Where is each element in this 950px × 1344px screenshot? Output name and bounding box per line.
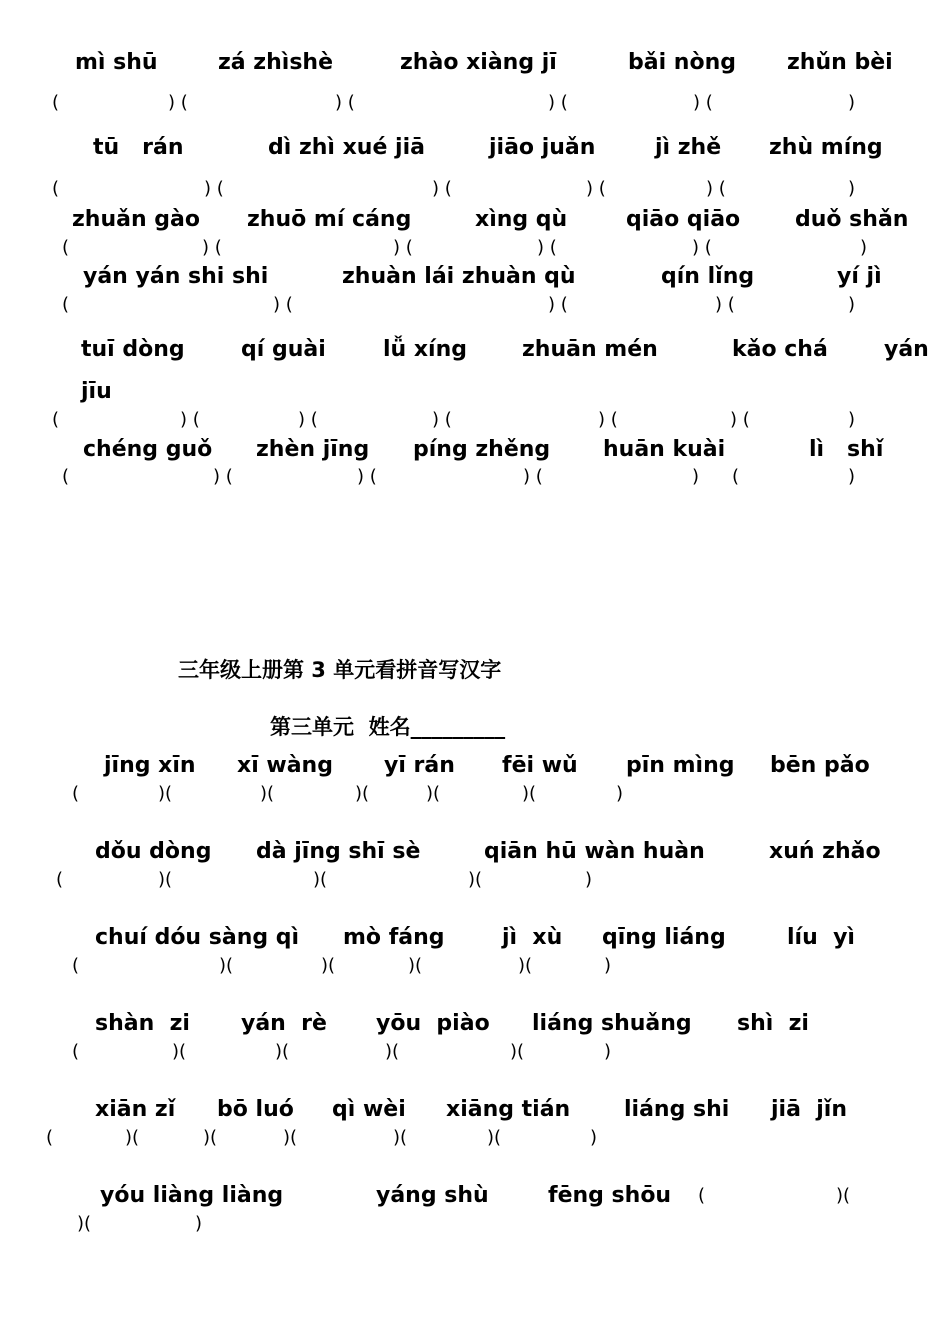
pinyin-word: tū rán [93, 135, 184, 160]
answer-blank[interactable]: ) [604, 1041, 612, 1062]
answer-blank[interactable]: )( [125, 1127, 140, 1148]
answer-blank[interactable]: ) [860, 237, 868, 258]
answer-blank[interactable]: ) ( [204, 178, 224, 199]
pinyin-word: chéng guǒ [83, 437, 213, 462]
pinyin-word: xiān zǐ [95, 1097, 176, 1122]
answer-blank[interactable]: )( [393, 1127, 408, 1148]
pinyin-word: xiāng tián [446, 1097, 571, 1122]
answer-blank[interactable]: )( [518, 955, 533, 976]
answer-blank[interactable]: )( [219, 955, 234, 976]
pinyin-word: qí guài [241, 337, 326, 362]
pinyin-word: zá zhìshè [218, 50, 333, 75]
answer-blank[interactable]: ) ( [715, 294, 735, 315]
pinyin-word: liáng shuǎng [532, 1011, 692, 1036]
answer-blank[interactable]: )( [408, 955, 423, 976]
answer-row [0, 466, 950, 496]
answer-blank[interactable]: ( [62, 466, 70, 487]
pinyin-word: líu yì [787, 925, 855, 950]
pinyin-word: chuí dóu sàng qì [95, 925, 300, 950]
answer-blank[interactable]: ) [848, 409, 856, 430]
answer-blank[interactable]: )( [522, 783, 537, 804]
pinyin-word: pīn mìng [626, 753, 735, 778]
pinyin-word: jiā jǐn [771, 1097, 847, 1122]
pinyin-word: jīu [81, 379, 112, 404]
answer-blank[interactable]: ) ( [298, 409, 318, 430]
answer-row [0, 1127, 950, 1157]
pinyin-row [0, 1181, 950, 1211]
pinyin-word: jīng xīn [104, 753, 196, 778]
answer-blank[interactable]: )( [158, 869, 173, 890]
pinyin-word: qín lǐng [661, 264, 755, 289]
answer-blank[interactable]: ) [616, 783, 624, 804]
pinyin-word: yáng shù [376, 1183, 489, 1208]
answer-blank[interactable]: ) ( [598, 409, 618, 430]
answer-blank[interactable]: ) ( [168, 92, 188, 113]
pinyin-row [0, 923, 950, 953]
answer-blank[interactable]: ) ( [213, 466, 233, 487]
pinyin-word: zhào xiàng jī [400, 50, 557, 75]
answer-blank[interactable]: ) ( [432, 409, 452, 430]
pinyin-word: lǚ xíng [383, 337, 468, 362]
pinyin-row [0, 133, 950, 163]
answer-blank[interactable]: )( [275, 1041, 290, 1062]
pinyin-word: zhuàn lái zhuàn qù [342, 264, 576, 289]
pinyin-word: jiāo juǎn [489, 135, 596, 160]
answer-blank[interactable]: ( [732, 466, 740, 487]
pinyin-word: huān kuài [603, 437, 726, 462]
answer-blank[interactable]: ) ( [393, 237, 413, 258]
answer-blank[interactable]: ) [195, 1213, 203, 1234]
pinyin-word: bēn pǎo [770, 753, 870, 778]
pinyin-word: shì zi [737, 1011, 809, 1036]
answer-blank[interactable]: )( [426, 783, 441, 804]
answer-blank[interactable]: ) [692, 466, 700, 487]
pinyin-word: yōu piào [376, 1011, 490, 1036]
pinyin-word: xuń zhǎo [769, 839, 881, 864]
pinyin-word: bǎi nòng [628, 50, 736, 75]
pinyin-word: dǒu dòng [95, 839, 212, 864]
pinyin-row [0, 837, 950, 867]
answer-blank[interactable]: ) [848, 294, 856, 315]
answer-blank[interactable]: ) ( [357, 466, 377, 487]
pinyin-row [0, 751, 950, 781]
answer-row [0, 869, 950, 899]
pinyin-word: píng zhěng [413, 437, 551, 462]
answer-row [0, 92, 950, 122]
answer-blank[interactable]: ) [590, 1127, 598, 1148]
answer-blank[interactable]: )( [510, 1041, 525, 1062]
pinyin-word: shàn zi [95, 1011, 190, 1036]
pinyin-row [0, 205, 950, 235]
pinyin-word: yí jì [837, 264, 882, 289]
answer-blank[interactable]: ) ( [730, 409, 750, 430]
answer-blank[interactable]: )( [385, 1041, 400, 1062]
pinyin-word: zhuǎn gào [72, 207, 201, 232]
pinyin-word: duǒ shǎn [795, 207, 909, 232]
answer-blank[interactable]: ) ( [273, 294, 293, 315]
answer-row [0, 1041, 950, 1071]
answer-blank[interactable]: )( [158, 783, 173, 804]
pinyin-word: jì zhě [655, 135, 722, 160]
pinyin-word: qiān hū wàn huàn [484, 839, 705, 864]
answer-blank[interactable]: )( [203, 1127, 218, 1148]
answer-blank[interactable]: ) [604, 955, 612, 976]
answer-blank[interactable]: ) ( [548, 294, 568, 315]
answer-blank[interactable]: )( [313, 869, 328, 890]
pinyin-row [0, 1095, 950, 1125]
pinyin-row [0, 48, 950, 78]
pinyin-word: lì shǐ [809, 437, 884, 462]
pinyin-word: xìng qù [475, 207, 568, 232]
pinyin-word: dà jīng shī sè [256, 839, 421, 864]
pinyin-word: fēng shōu [548, 1183, 672, 1208]
answer-blank[interactable]: )( [468, 869, 483, 890]
pinyin-word: zhǔn bèi [787, 50, 893, 75]
answer-blank[interactable]: ) ( [548, 92, 568, 113]
answer-blank[interactable]: ) ( [180, 409, 200, 430]
worksheet-subtitle: 第三单元 姓名_________ [270, 715, 506, 739]
answer-blank[interactable]: )( [355, 783, 370, 804]
answer-blank[interactable]: ( [62, 294, 70, 315]
pinyin-word: zhù míng [769, 135, 883, 160]
answer-row [0, 294, 950, 324]
pinyin-word: xī wàng [237, 753, 333, 778]
answer-blank[interactable]: ( [62, 237, 70, 258]
answer-row [0, 1213, 950, 1243]
answer-blank[interactable]: ) ( [202, 237, 222, 258]
answer-blank[interactable]: ( [698, 1185, 706, 1206]
answer-blank[interactable]: )( [77, 1213, 92, 1234]
pinyin-row [0, 435, 950, 465]
pinyin-word: bō luó [217, 1097, 294, 1122]
answer-blank[interactable]: ) ( [692, 237, 712, 258]
answer-blank[interactable]: )( [836, 1185, 851, 1206]
answer-blank[interactable]: ) ( [693, 92, 713, 113]
answer-blank[interactable]: ) ( [537, 237, 557, 258]
pinyin-word: mò fáng [343, 925, 445, 950]
answer-blank[interactable]: ( [72, 1041, 80, 1062]
answer-blank[interactable]: )( [260, 783, 275, 804]
pinyin-word: yán yán shi shi [83, 264, 269, 289]
pinyin-word: qiāo qiāo [626, 207, 741, 232]
answer-blank[interactable]: ) [585, 869, 593, 890]
pinyin-row [0, 262, 950, 292]
answer-blank[interactable]: ( [56, 869, 64, 890]
answer-blank[interactable]: ) ( [432, 178, 452, 199]
pinyin-word: kǎo chá [732, 337, 828, 362]
answer-blank[interactable]: )( [487, 1127, 502, 1148]
pinyin-word: mì shū [75, 50, 158, 75]
pinyin-row [0, 377, 950, 407]
pinyin-word: jì xù [502, 925, 563, 950]
answer-blank[interactable]: ) [848, 466, 856, 487]
pinyin-word: qīng liáng [602, 925, 726, 950]
answer-blank[interactable]: )( [283, 1127, 298, 1148]
pinyin-word: zhuō mí cáng [247, 207, 412, 232]
pinyin-row [0, 1009, 950, 1039]
answer-blank[interactable]: ( [52, 409, 60, 430]
answer-blank[interactable]: ( [72, 955, 80, 976]
pinyin-word: zhèn jīng [256, 437, 370, 462]
answer-blank[interactable]: ( [52, 178, 60, 199]
answer-blank[interactable]: )( [172, 1041, 187, 1062]
answer-blank[interactable]: ) [848, 178, 856, 199]
pinyin-word: qì wèi [332, 1097, 406, 1122]
pinyin-word: yán [884, 337, 929, 362]
answer-blank[interactable]: ) ( [335, 92, 355, 113]
answer-blank[interactable]: ) ( [586, 178, 606, 199]
pinyin-word: liáng shi [624, 1097, 730, 1122]
pinyin-word: yóu liàng liàng [100, 1183, 284, 1208]
answer-row [0, 783, 950, 813]
answer-blank[interactable]: ( [52, 92, 60, 113]
pinyin-row [0, 335, 950, 365]
answer-blank[interactable]: ( [72, 783, 80, 804]
pinyin-word: zhuān mén [522, 337, 658, 362]
answer-blank[interactable]: ) ( [706, 178, 726, 199]
worksheet-title: 三年级上册第 3 单元看拼音写汉字 [178, 658, 502, 682]
pinyin-word: yī rán [384, 753, 455, 778]
pinyin-word: dì zhì xué jiā [268, 135, 425, 160]
pinyin-word: fēi wǔ [502, 753, 578, 778]
answer-blank[interactable]: )( [321, 955, 336, 976]
answer-row [0, 955, 950, 985]
answer-blank[interactable]: ) ( [523, 466, 543, 487]
answer-row [0, 178, 950, 208]
pinyin-word: tuī dòng [81, 337, 185, 362]
answer-blank[interactable]: ( [46, 1127, 54, 1148]
pinyin-word: yán rè [241, 1011, 327, 1036]
answer-blank[interactable]: ) [848, 92, 856, 113]
